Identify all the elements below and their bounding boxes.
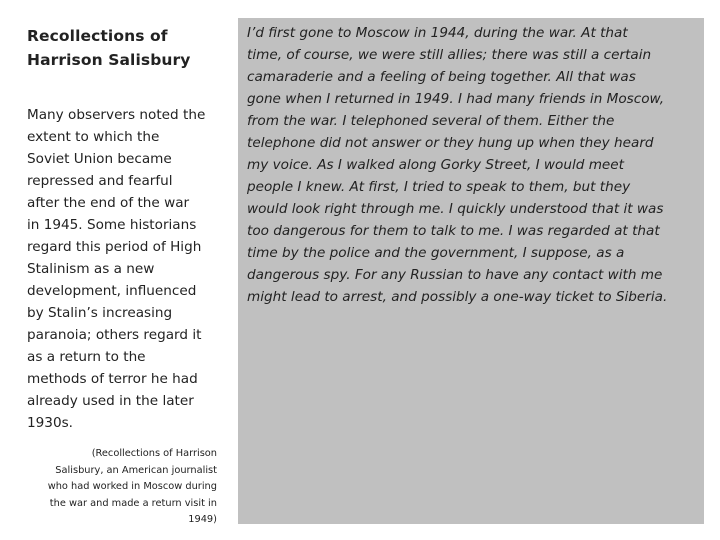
intro-line: already used in the later [27, 393, 194, 409]
intro-line: regard this period of High [27, 239, 202, 255]
intro-line: repressed and fearful [27, 173, 173, 189]
caption-line: 1949) [188, 514, 217, 525]
quote-line: would look right through me. I quickly understood that it was [247, 201, 664, 217]
intro-line: development, influenced [27, 283, 197, 299]
quote-line: might lead to arrest, and possibly a one-way ticket to Siberia. [247, 289, 668, 305]
intro-line: Stalinism as a new [27, 261, 155, 277]
intro-line: as a return to the [27, 349, 146, 365]
quote-line: my voice. As I walked along Gorky Street, I would meet [247, 157, 624, 173]
quote-line: camaraderie and a feeling of being together. All that was [247, 69, 636, 85]
intro-line: after the end of the war [27, 195, 190, 211]
quote-line: time by the police and the government, I suppose, as a [247, 245, 625, 261]
quote-line: I’d first gone to Moscow in 1944, during the war. At that [247, 25, 628, 41]
quote-line: from the war. I telephoned several of them. Either the [247, 113, 615, 129]
caption-line: the war and made a return visit in [49, 497, 217, 509]
quote-line: gone when I returned in 1949. I had many friends in Moscow, [247, 91, 665, 107]
intro-line: by Stalin’s increasing [27, 305, 173, 321]
caption-line: who had worked in Moscow during [47, 481, 217, 492]
intro-paragraph [27, 104, 219, 434]
caption-line: Salisbury, an American journalist [55, 464, 217, 476]
intro-line: paranoia; others regard it [27, 327, 202, 343]
quote-line: too dangerous for them to talk to me. I was regarded at that [247, 223, 660, 239]
intro-line: Many observers noted the [27, 107, 206, 123]
title-line: Recollections of [27, 27, 168, 45]
intro-line: in 1945. Some historians [27, 217, 197, 233]
quote-line: dangerous spy. For any Russian to have any contact with me [247, 267, 663, 283]
slide-title [27, 24, 219, 72]
quote-line: telephone did not answer or they hung up when they heard [247, 135, 654, 151]
intro-line: Soviet Union became [27, 151, 172, 167]
intro-line: extent to which the [27, 129, 160, 145]
quote-line: people I knew. At first, I tried to speak to them, but they [247, 179, 631, 195]
quote-line: time, of course, we were still allies; there was still a certain [247, 47, 652, 63]
intro-line: 1930s. [27, 415, 73, 431]
title-line: Harrison Salisbury [27, 51, 191, 69]
intro-line: methods of terror he had [27, 371, 198, 387]
source-caption [20, 446, 217, 529]
left-panel [27, 24, 219, 434]
quote-box [238, 18, 704, 524]
quote-text [247, 22, 702, 308]
caption-line: (Recollections of Harrison [91, 448, 217, 459]
